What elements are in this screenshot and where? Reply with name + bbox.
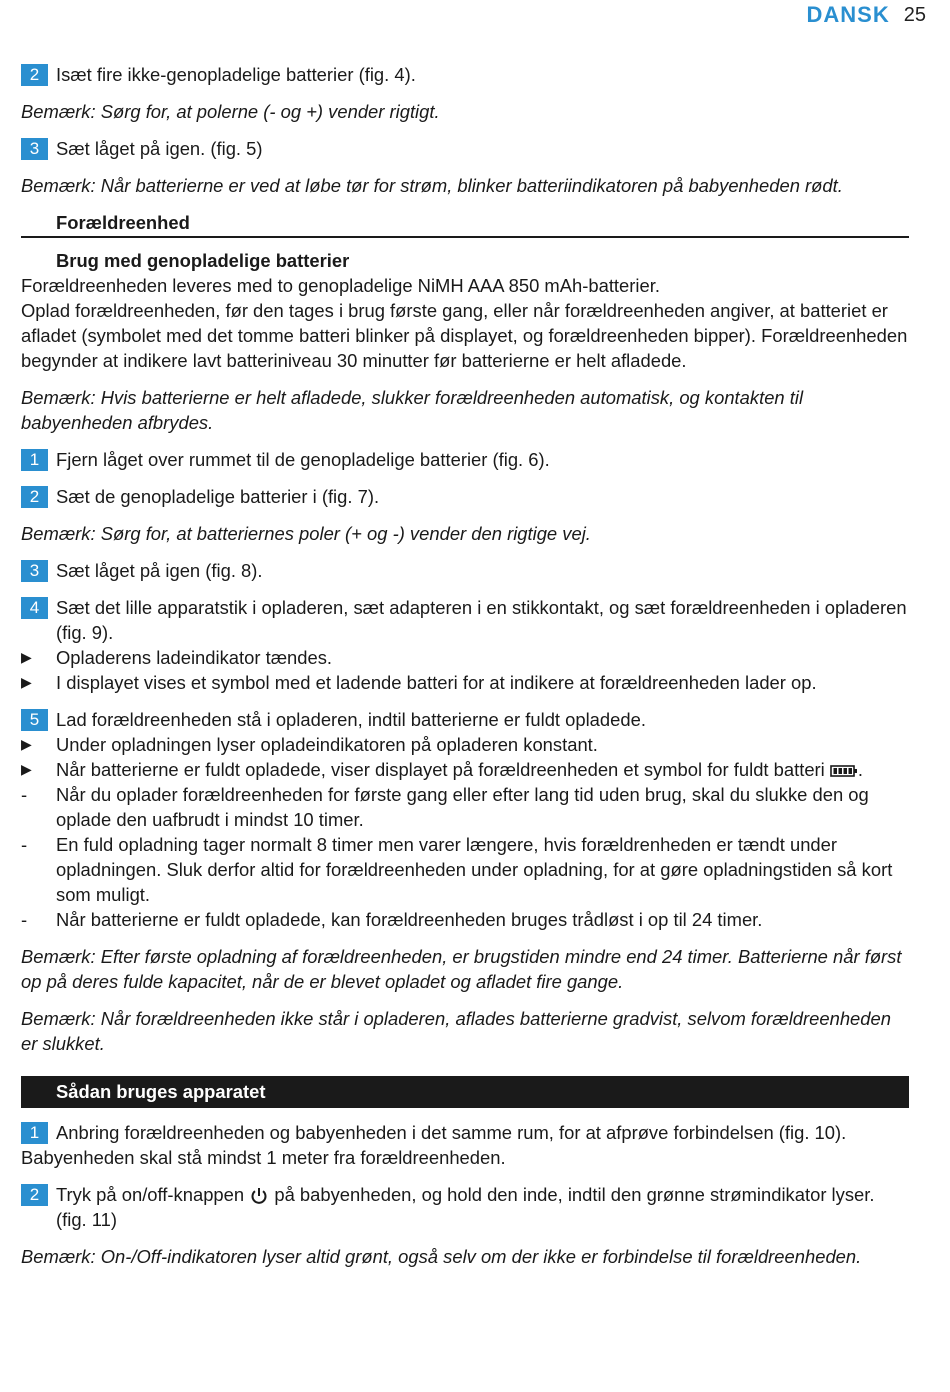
language-label: DANSK <box>806 2 890 27</box>
note-label: Bemærk: <box>21 523 96 544</box>
paragraph: Oplad forældreenheden, før den tages i brug første gang, eller når forældreenheden angiver, at batteriet er afladet (symbolet med det tomme batteri blinker på displayet, og forældreenheden bipper). Forældreenheden begynder at indikere lavt batteriniveau 30 minutter før batterierne er helt afladede. <box>21 300 908 371</box>
dash-item <box>21 832 909 907</box>
note-label: Bemærk: <box>21 946 96 967</box>
note-text: Sørg for, at batteriernes poler (+ og -) vender den rigtige vej. <box>100 523 591 544</box>
bullet-item <box>21 732 909 757</box>
dash-text: Når du oplader forældreenheden for første gang eller efter lang tid uden brug, skal du slukke den og oplade den uafbrudt i mindst 10 timer. <box>56 784 869 830</box>
dash-icon: - <box>21 909 28 930</box>
paragraph: Forældreenheden leveres med to genopladelige NiMH AAA 850 mAh-batterier. <box>21 275 660 296</box>
note-label: Bemærk: <box>21 387 96 408</box>
step-item <box>21 484 909 509</box>
step-item <box>21 136 909 161</box>
power-icon <box>249 1186 269 1206</box>
page-header <box>807 0 926 30</box>
step-number: 2 <box>21 486 48 508</box>
step-item <box>21 62 909 87</box>
step-number: 1 <box>21 449 48 471</box>
note-text: Efter første opladning af forældreenheden, er brugstiden mindre end 24 timer. Batterierne når først op på deres fulde kapacitet, når de er blevet opladet og afladet fire gange. <box>21 946 902 992</box>
dash-item <box>21 782 909 832</box>
dash-icon: - <box>21 784 28 805</box>
note <box>21 521 909 546</box>
step-item <box>21 595 909 645</box>
note <box>21 173 909 198</box>
bullet-icon: ▶ <box>21 761 32 777</box>
dash-text: En fuld opladning tager normalt 8 timer men varer længere, hvis forældrenheden er tændt under opladningen. Sluk derfor altid for forældreenheden under opladning, for at gøre opladningstiden så kort som muligt. <box>56 834 893 905</box>
note-text: Hvis batterierne er helt afladede, slukker forældreenheden automatisk, og kontakten til babyenheden afbrydes. <box>21 387 804 433</box>
step-text: Lad forældreenheden stå i opladeren, indtil batterierne er fuldt opladede. <box>56 709 646 730</box>
note-label: Bemærk: <box>21 1246 96 1267</box>
section-heading: Forældreenhed <box>21 210 909 238</box>
step-number: 4 <box>21 597 48 619</box>
step-item <box>21 447 909 472</box>
page-number: 25 <box>903 3 926 26</box>
step-text: Anbring forældreenheden og babyenheden i det samme rum, for at afprøve forbindelsen (fig. 10). <box>56 1122 847 1143</box>
step-item <box>21 707 909 732</box>
note <box>21 99 909 124</box>
bullet-icon: ▶ <box>21 649 32 665</box>
step-text: Fjern låget over rummet til de genopladelige batterier (fig. 6). <box>56 449 550 470</box>
note-label: Bemærk: <box>21 1008 96 1029</box>
bullet-item <box>21 670 909 695</box>
step-number: 2 <box>21 64 48 86</box>
bullet-text: Opladerens ladeindikator tændes. <box>56 647 333 668</box>
step-item <box>21 558 909 583</box>
step-number: 3 <box>21 138 48 160</box>
step-text: Sæt de genopladelige batterier i (fig. 7). <box>56 486 380 507</box>
step-number: 3 <box>21 560 48 582</box>
sub-heading: Brug med genopladelige batterier <box>56 250 350 271</box>
note <box>21 1006 909 1056</box>
bullet-text: I displayet vises et symbol med et ladende batteri for at indikere at forældreenheden lader op. <box>56 672 817 693</box>
full-battery-icon <box>830 764 858 778</box>
step-number: 1 <box>21 1122 48 1144</box>
note-label: Bemærk: <box>21 175 96 196</box>
note-text: Når batterierne er ved at løbe tør for strøm, blinker batteriindikatoren på babyenheden rødt. <box>100 175 843 196</box>
step-text-post: på babyenheden, og hold den inde, indtil den grønne strømindikator lyser. (fig. 11) <box>56 1184 875 1230</box>
dash-item <box>21 907 909 932</box>
step-text: Isæt fire ikke-genopladelige batterier (fig. 4). <box>56 64 416 85</box>
note <box>21 1244 909 1269</box>
bullet-icon: ▶ <box>21 736 32 752</box>
page-content <box>21 62 909 1269</box>
note-text: On-/Off-indikatoren lyser altid grønt, også selv om der ikke er forbindelse til forældreenheden. <box>100 1246 862 1267</box>
bullet-text: Under opladningen lyser opladeindikatoren på opladeren konstant. <box>56 734 598 755</box>
step-item <box>21 1120 909 1145</box>
paragraph: Babyenheden skal stå mindst 1 meter fra forældreenheden. <box>21 1147 506 1168</box>
dash-text: Når batterierne er fuldt opladede, kan forældreenheden bruges trådløst i op til 24 timer. <box>56 909 763 930</box>
bullet-icon: ▶ <box>21 674 32 690</box>
step-text-pre: Tryk på on/off-knappen <box>56 1184 245 1205</box>
dash-icon: - <box>21 834 28 855</box>
step-item <box>21 1182 909 1232</box>
note-label: Bemærk: <box>21 101 96 122</box>
bullet-text: Når batterierne er fuldt opladede, viser displayet på forældreenheden et symbol for fuldt batteri <box>56 759 825 780</box>
step-text: Sæt det lille apparatstik i opladeren, sæt adapteren i en stikkontakt, og sæt forældreenheden i opladeren (fig. 9). <box>56 597 907 643</box>
step-text: Sæt låget på igen (fig. 8). <box>56 560 263 581</box>
step-text: Sæt låget på igen. (fig. 5) <box>56 138 263 159</box>
step-number: 5 <box>21 709 48 731</box>
note <box>21 385 909 435</box>
bullet-item <box>21 757 909 782</box>
step-number: 2 <box>21 1184 48 1206</box>
bullet-text-end: . <box>857 759 864 780</box>
section-heading-bar: Sådan bruges apparatet <box>21 1076 909 1108</box>
note-text: Når forældreenheden ikke står i opladeren, aflades batterierne gradvist, selvom forældreenheden er slukket. <box>21 1008 891 1054</box>
note-text: Sørg for, at polerne (- og +) vender rigtigt. <box>100 101 440 122</box>
bullet-item <box>21 645 909 670</box>
note <box>21 944 909 994</box>
